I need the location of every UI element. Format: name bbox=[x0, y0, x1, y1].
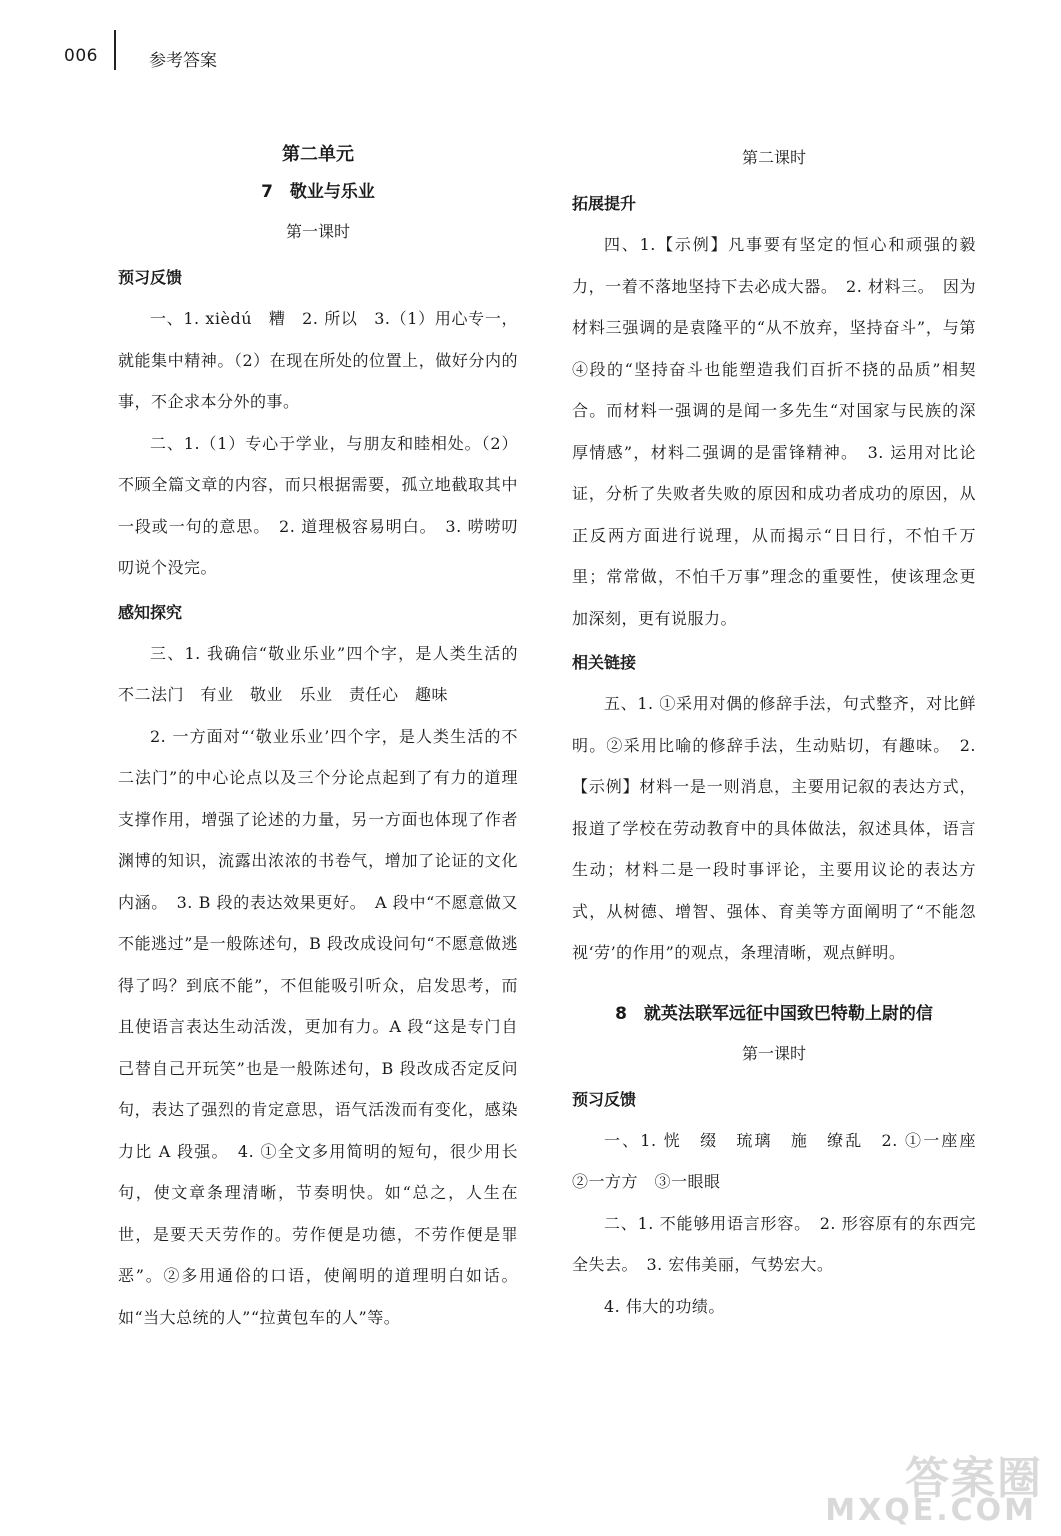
unit-title: 第二单元 bbox=[282, 144, 354, 165]
left-column bbox=[118, 138, 518, 1338]
answer-paragraph: 三、1. 我确信“敬业乐业”四个字，是人类生活的不二法门 有业 敬业 乐业 责任心 趣味 bbox=[118, 643, 518, 704]
answer-paragraph: 4. 伟大的功绩。 bbox=[604, 1296, 725, 1316]
period-heading: 第二课时 bbox=[741, 148, 806, 167]
lesson-title: 8 就英法联军远征中国致巴特勒上尉的信 bbox=[615, 1003, 933, 1024]
watermark bbox=[825, 1442, 1043, 1528]
answer-paragraph: 2. 一方面对“‘敬业乐业’四个字，是人类生活的不二法门”的中心论点以及三个分论点起到了有力的道理支撑作用，增强了论述的力量，另一方面也体现了作者渊博的知识，流露出浓浓的书卷气，增加了论证的文化内涵。 3. B 段的表达效果更好。 A 段中“不愿意做又不能逃过”是一般陈述句，B 段改成设问句“不愿意做逃得了吗？到底不能”，不但能吸引听众，启发思考，而且使语言表达生动活泼，更加有力。A 段“这是专门自己替自己开玩笑”也是一般陈述句，B 段改成否定反问句，表达了强烈的肯定意思，语气活泼而有变化，感染力比 A 段强。 4. ①全文多用简明的短句，很少用长句，使文章条理清晰，节奏明快。如“总之，人生在世，是要天天劳作的。劳作便是功德，不劳作便是罪恶”。②多用通俗的口语，使阐明的道理明白如话。如“当大总统的人”“拉黄包车的人”等。 bbox=[118, 726, 518, 1327]
answer-paragraph: 五、1. ①采用对偶的修辞手法，句式整齐，对比鲜明。②采用比喻的修辞手法，生动贴切，有趣味。 2.【示例】材料一是一则消息，主要用记叙的表达方式，报道了学校在劳动教育中的具体做法，叙述具体，语言生动；材料二是一段时事评论，主要用议论的表达方式，从树德、增智、强体、育美等方面阐明了“不能忽视‘劳’的作用”的观点，条理清晰，观点鲜明。 bbox=[572, 694, 976, 962]
header-divider bbox=[114, 30, 116, 70]
answer-paragraph: 四、1.【示例】凡事要有坚定的恒心和顽强的毅力，一着不落地坚持下去必成大器。 2. 材料三。 因为材料三强调的是袁隆平的“从不放弃，坚持奋斗”，与第④段的“坚持奋斗也能塑造我们百折不挠的品质”相契合。而材料一强调的是闻一多先生“对国家与民族的深厚情感”，材料二强调的是雷锋精神。 3. 运用对比论证，分析了失败者失败的原因和成功者成功的原因，从正反两方面进行说理，从而揭示“日日行，不怕千万里；常常做，不怕千万事”理念的重要性，使该理念更加深刻，更有说服力。 bbox=[572, 235, 976, 628]
right-column bbox=[572, 138, 993, 1327]
section-heading: 感知探究 bbox=[118, 602, 183, 622]
page-number: 006 bbox=[64, 46, 98, 66]
lesson-title: 7 敬业与乐业 bbox=[261, 182, 375, 202]
section-heading: 拓展提升 bbox=[572, 194, 637, 213]
watermark-url: MXQE.COM bbox=[825, 1493, 1037, 1528]
watermark-logo: 答案圈 bbox=[905, 1453, 1043, 1504]
running-title: 参考答案 bbox=[149, 51, 217, 71]
answer-paragraph: 一、1. xièdú 糟 2. 所以 3.（1）用心专一，就能集中精神。（2）在现在所处的位置上，做好分内的事，不企求本分外的事。 bbox=[118, 309, 518, 411]
answer-paragraph: 二、1. 不能够用语言形容。 2. 形容原有的东西完全失去。 3. 宏伟美丽，气势宏大。 bbox=[572, 1213, 976, 1274]
section-heading: 相关链接 bbox=[572, 653, 637, 672]
answer-paragraph: 二、1.（1）专心于学业，与朋友和睦相处。（2）不顾全篇文章的内容，而只根据需要，孤立地截取其中一段或一句的意思。 2. 道理极容易明白。 3. 唠唠叨叨说个没完。 bbox=[118, 433, 518, 577]
period-heading: 第一课时 bbox=[285, 222, 350, 241]
answer-paragraph: 一、1. 恍 缀 琉璃 施 缭乱 2. ①一座座 ②一方方 ③一眼眼 bbox=[572, 1130, 993, 1191]
period-heading: 第一课时 bbox=[741, 1043, 806, 1063]
section-heading: 预习反馈 bbox=[572, 1089, 637, 1109]
section-heading: 预习反馈 bbox=[118, 268, 183, 287]
